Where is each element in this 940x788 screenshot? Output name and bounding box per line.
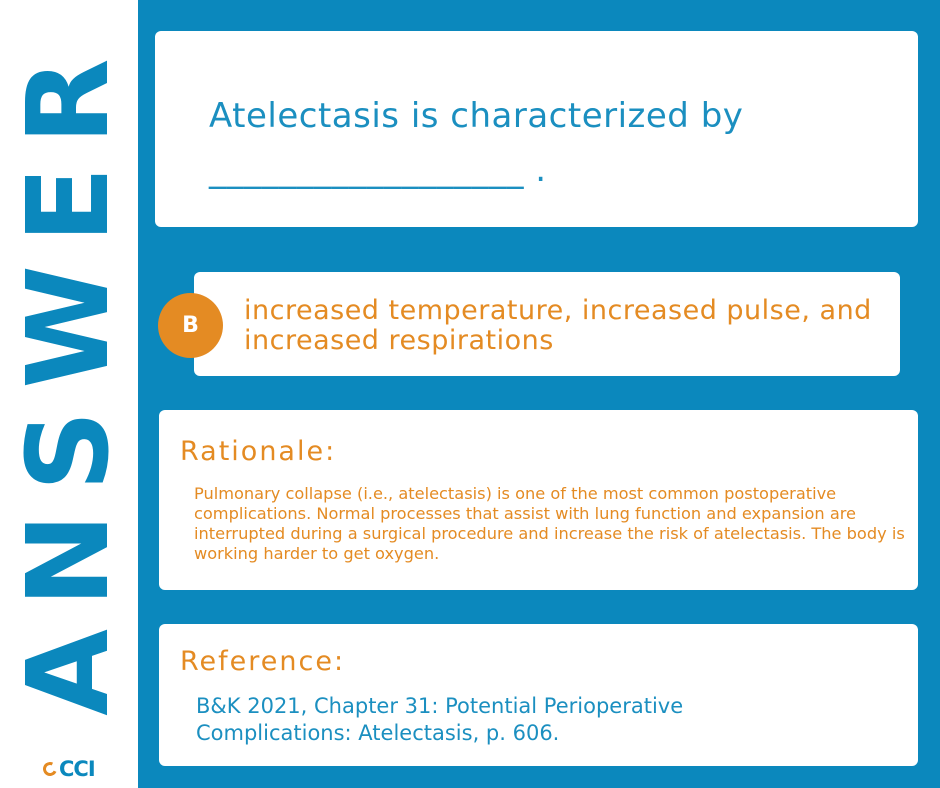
answer-card — [194, 272, 900, 376]
reference-card — [159, 624, 918, 766]
question-card — [155, 31, 918, 227]
rationale-body: Pulmonary collapse (i.e., atelectasis) is one of the most common postoperative complications. Normal processes that assist with lung function and expansion are interrupted during a surgical procedure and increase the risk of atelectasis. The body is working harder to get oxygen. — [194, 484, 905, 563]
question-text: Atelectasis is characterized by __________________ . — [209, 96, 744, 190]
answer-text: increased temperature, increased pulse, and increased respirations — [244, 295, 872, 356]
reference-body: B&K 2021, Chapter 31: Potential Perioperative Complications: Atelectasis, p. 606. — [196, 694, 684, 745]
sidebar — [0, 0, 138, 788]
crescent-moon-icon — [41, 760, 59, 778]
reference-heading: Reference: — [180, 646, 346, 677]
cci-logo — [43, 757, 95, 781]
rationale-heading: Rationale: — [180, 436, 337, 467]
answer-letter-badge: B — [158, 293, 223, 358]
answer-vertical-title: ANSWER — [4, 36, 134, 716]
logo-text: CCI — [59, 757, 95, 781]
rationale-card — [159, 410, 918, 590]
content-panel — [138, 0, 940, 788]
